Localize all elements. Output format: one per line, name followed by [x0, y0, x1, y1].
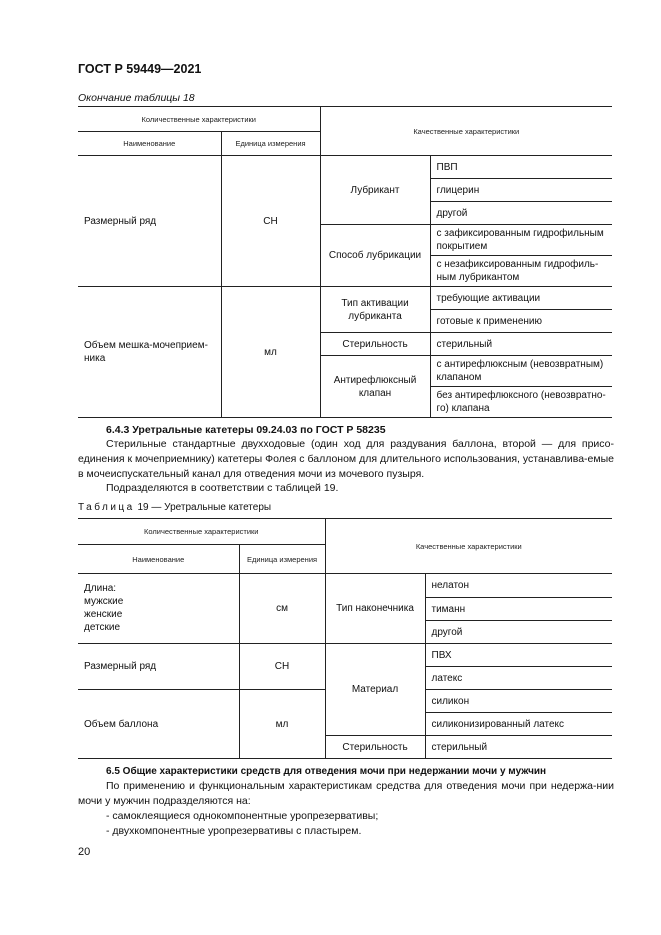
- t18-head-quant: Количественные характеристики: [78, 107, 320, 132]
- t19-length-unit: см: [239, 574, 325, 644]
- t18-act-label: Тип активации лубриканта: [320, 287, 430, 333]
- t19-tip-label: Тип наконечника: [325, 574, 425, 644]
- t19-steril-label: Стерильность: [325, 736, 425, 759]
- t18-size-unit: СН: [221, 156, 320, 287]
- section-6-5-item: - двухкомпонентные уропрезервативы с пластырем.: [106, 825, 362, 837]
- t18-lub-opt: глицерин: [430, 179, 612, 202]
- t18-act-opt: готовые к применению: [430, 310, 612, 333]
- t18-lub-label: Лубрикант: [320, 156, 430, 225]
- section-6-5-item: - самоклеящиеся однокомпонентные уропрезервативы;: [106, 810, 379, 822]
- t18-anti-opt: с антирефлюксным (невозвратным) клапаном: [430, 356, 612, 387]
- section-6-4-3-paragraph: Стерильные стандартные двухходовые (один ход для раздувания баллона, второй — для присо-единения к мочеприемнику) катетеры Фолея с баллоном для длительного использования, устанавлива-емые в мочеиспускательный канал для отведения мочи из мочевого пузыря.: [78, 438, 614, 480]
- t19-length-cell: [78, 574, 239, 644]
- t18-lubmethod-opt: с незафиксированным гидрофиль-ным лубрикантом: [430, 256, 612, 287]
- t18-steril-val: стерильный: [430, 333, 612, 356]
- t19-head-name: Наименование: [78, 545, 239, 574]
- document-header: ГОСТ Р 59449—2021: [78, 62, 202, 76]
- t19-material-opt: латекс: [425, 667, 612, 690]
- section-6-4-3-heading: 6.4.3 Уретральные катетеры 09.24.03 по ГОСТ Р 58235: [106, 424, 386, 436]
- t18-bag-unit: мл: [221, 287, 320, 418]
- table-18: [78, 106, 612, 418]
- t18-steril-label: Стерильность: [320, 333, 430, 356]
- section-6-5-heading: 6.5 Общие характеристики средств для отведения мочи при недержании мочи у мужчин: [106, 766, 547, 777]
- table-19-title-word: Таблица: [78, 502, 135, 513]
- t18-act-opt: требующие активации: [430, 287, 612, 310]
- t18-head-name: Наименование: [78, 132, 221, 156]
- t19-head-unit: Единица измерения: [239, 545, 325, 574]
- t18-lubmethod-label: Способ лубрикации: [320, 225, 430, 287]
- t19-length-line: Длина:: [84, 583, 117, 594]
- t19-material-opt: силикон: [425, 690, 612, 713]
- section-6-4-3-reference: Подразделяются в соответствии с таблицей 19.: [106, 482, 339, 494]
- t19-length-line: женские: [84, 609, 123, 620]
- t19-size-name: Размерный ряд: [78, 644, 239, 690]
- t18-size-name: Размерный ряд: [78, 156, 221, 287]
- t18-lubmethod-opt: с зафиксированным гидрофильным покрытием: [430, 225, 612, 256]
- t19-head-qual: Качественные характеристики: [325, 519, 612, 574]
- table-19-title: [78, 502, 271, 513]
- section-6-5-paragraph: По применению и функциональным характеристикам средства для отведения мочи при недержа-нии мочи у мужчин подразделяются на:: [78, 780, 614, 807]
- table-18-caption: Окончание таблицы 18: [78, 92, 195, 104]
- t19-head-quant: Количественные характеристики: [78, 519, 325, 545]
- t18-head-qual: Качественные характеристики: [320, 107, 612, 156]
- t19-length-line: мужские: [84, 596, 124, 607]
- t19-material-opt: силиконизированный латекс: [425, 713, 612, 736]
- t18-head-unit: Единица измерения: [221, 132, 320, 156]
- t18-lub-opt: другой: [430, 202, 612, 225]
- t18-bag-name: Объем мешка-мочеприем-ника: [78, 287, 221, 418]
- t19-tip-opt: другой: [425, 621, 612, 644]
- t19-balloon-unit: мл: [239, 690, 325, 759]
- t19-material-opt: ПВХ: [425, 644, 612, 667]
- t19-tip-opt: тиманн: [425, 598, 612, 621]
- page-number: 20: [78, 846, 91, 858]
- t18-lub-opt: ПВП: [430, 156, 612, 179]
- t19-material-label: Материал: [325, 644, 425, 736]
- t18-anti-opt: без антирефлюксного (невозвратно-го) клапана: [430, 387, 612, 418]
- t19-balloon-name: Объем баллона: [78, 690, 239, 759]
- table-19-title-rest: 19 — Уретральные катетеры: [137, 502, 272, 513]
- t19-size-unit: СН: [239, 644, 325, 690]
- table-19: [78, 518, 612, 759]
- t19-tip-opt: нелатон: [425, 574, 612, 598]
- t19-steril-val: стерильный: [425, 736, 612, 759]
- t18-anti-label: Антирефлюксный клапан: [320, 356, 430, 418]
- t19-length-line: детские: [84, 622, 121, 633]
